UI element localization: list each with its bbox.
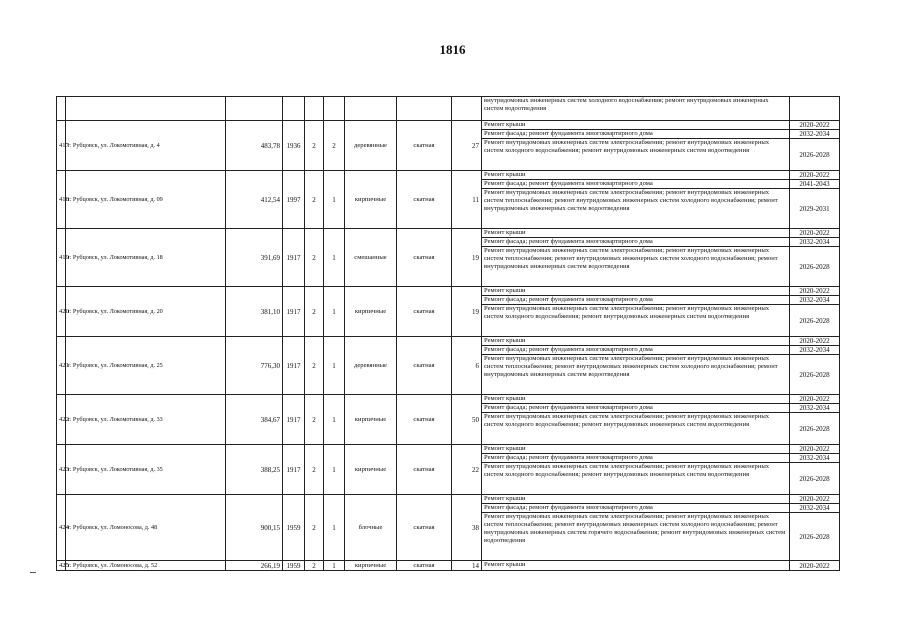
row-number: 424 [57,495,66,561]
work-description: Ремонт крыши [482,395,790,404]
row-floors: 2 [305,229,324,287]
row-entrances: 1 [324,287,345,337]
row-roof: скатная [397,337,452,395]
work-description: Ремонт фасада; ремонт фундамента многоквартирного дома [482,296,790,305]
row-address: г. Рубцовск, ул. Локомотивная, д. 18 [66,229,226,287]
work-description: Ремонт внутридомовых инженерных систем электроснабжения; ремонт внутридомовых инженерных систем холодного водоснабжения; ремонт внутридомовых инженерных систем водоотведения [482,305,790,337]
cell-blank [324,97,345,121]
row-area: 381,10 [226,287,283,337]
row-roof: скатная [397,287,452,337]
row-count: 38 [452,495,482,561]
work-period: 2029-2031 [790,189,840,229]
work-description: Ремонт крыши [482,561,790,571]
work-period: 2026-2028 [790,247,840,287]
row-walls: смешанные [345,229,397,287]
row-count: 11 [452,171,482,229]
row-entrances: 2 [324,121,345,171]
page-number: 1816 [439,42,466,57]
row-address: г. Рубцовск, ул. Ломоносова, д. 48 [66,495,226,561]
row-number: 422 [57,395,66,445]
table-row [57,445,840,454]
work-description: Ремонт фасада; ремонт фундамента многоквартирного дома [482,238,790,247]
cell-blank [305,97,324,121]
row-entrances: 1 [324,337,345,395]
work-description: Ремонт внутридомовых инженерных систем электроснабжения; ремонт внутридомовых инженерных систем теплоснабжения; ремонт внутридомовых инженерных систем холодного водоснабжения; ремонт внутридомовых инженерных систем водоотведения [482,247,790,287]
row-area: 776,30 [226,337,283,395]
cell-blank [345,97,397,121]
work-description: внутридомовых инженерных систем холодного водоснабжения; ремонт внутридомовых инженерных систем водоотведения [482,97,790,121]
row-floors: 2 [305,395,324,445]
cell-blank [66,97,226,121]
row-walls: блочные [345,495,397,561]
work-description: Ремонт крыши [482,229,790,238]
row-entrances: 1 [324,395,345,445]
work-period: 2020-2022 [790,121,840,130]
row-count: 22 [452,445,482,495]
row-walls: деревянные [345,337,397,395]
row-area: 384,67 [226,395,283,445]
work-period: 2026-2028 [790,463,840,495]
table-row [57,561,840,571]
row-roof: скатная [397,395,452,445]
row-entrances: 1 [324,445,345,495]
row-area: 483,78 [226,121,283,171]
table-row-continued [57,97,840,121]
row-floors: 2 [305,445,324,495]
work-period: 2026-2028 [790,513,840,561]
row-floors: 2 [305,287,324,337]
cell-blank [226,97,283,121]
work-description: Ремонт фасада; ремонт фундамента многоквартирного дома [482,504,790,513]
scan-mark [30,572,36,573]
work-period: 2026-2028 [790,355,840,395]
row-address: г. Рубцовск, ул. Ломоносова, д. 52 [66,561,226,571]
row-walls: деревянные [345,121,397,171]
row-number: 425 [57,561,66,571]
work-period: 2026-2028 [790,139,840,171]
row-number: 421 [57,337,66,395]
cell-blank [452,97,482,121]
work-description: Ремонт крыши [482,495,790,504]
row-walls: кирпичные [345,287,397,337]
work-period: 2020-2022 [790,171,840,180]
row-entrances: 1 [324,561,345,571]
table-row [57,495,840,504]
table-row [57,171,840,180]
row-area: 388,25 [226,445,283,495]
row-roof: скатная [397,171,452,229]
row-address: г. Рубцовск, ул. Локомотивная, д. 20 [66,287,226,337]
work-period: 2020-2022 [790,445,840,454]
row-roof: скатная [397,229,452,287]
work-period: 2032-2034 [790,346,840,355]
work-period: 2032-2034 [790,504,840,513]
table-row [57,287,840,296]
row-address: г. Рубцовск, ул. Локомотивная, д. 25 [66,337,226,395]
row-address: г. Рубцовск, ул. Локомотивная, д. 33 [66,395,226,445]
row-floors: 2 [305,561,324,571]
work-description: Ремонт внутридомовых инженерных систем электроснабжения; ремонт внутридомовых инженерных систем теплоснабжения; ремонт внутридомовых инженерных систем холодного водоснабжения; ремонт внутридомовых инженерных систем водоотведения [482,355,790,395]
row-number: 423 [57,445,66,495]
cell-blank [57,97,66,121]
work-period: 2041-2043 [790,180,840,189]
row-area: 266,19 [226,561,283,571]
row-roof: скатная [397,561,452,571]
work-description: Ремонт крыши [482,337,790,346]
row-number: 419 [57,229,66,287]
row-year: 1959 [283,495,305,561]
housing-repair-table [56,96,840,571]
cell-blank [283,97,305,121]
row-year: 1936 [283,121,305,171]
row-count: 19 [452,229,482,287]
row-number: 417 [57,121,66,171]
work-description: Ремонт крыши [482,445,790,454]
work-description: Ремонт крыши [482,121,790,130]
row-number: 418 [57,171,66,229]
row-floors: 2 [305,171,324,229]
row-year: 1917 [283,229,305,287]
work-period: 2020-2022 [790,495,840,504]
row-walls: кирпичные [345,445,397,495]
work-description: Ремонт внутридомовых инженерных систем электроснабжения; ремонт внутридомовых инженерных систем теплоснабжения; ремонт внутридомовых инженерных систем холодного водоснабжения; ремонт внутридомовых инженерных систем водоотведения [482,189,790,229]
row-count: 19 [452,287,482,337]
work-description: Ремонт внутридомовых инженерных систем электроснабжения; ремонт внутридомовых инженерных систем холодного водоснабжения; ремонт внутридомовых инженерных систем водоотведения [482,413,790,445]
row-entrances: 1 [324,229,345,287]
row-year: 1997 [283,171,305,229]
row-count: 50 [452,395,482,445]
work-description: Ремонт внутридомовых инженерных систем электроснабжения; ремонт внутридомовых инженерных систем холодного водоснабжения; ремонт внутридомовых инженерных систем водоотведения [482,463,790,495]
table-row [57,229,840,238]
row-area: 391,69 [226,229,283,287]
row-year: 1917 [283,287,305,337]
work-period: 2020-2022 [790,561,840,571]
row-count: 6 [452,337,482,395]
work-description: Ремонт фасада; ремонт фундамента многоквартирного дома [482,404,790,413]
row-year: 1959 [283,561,305,571]
row-year: 1917 [283,337,305,395]
work-description: Ремонт фасада; ремонт фундамента многоквартирного дома [482,180,790,189]
work-period: 2032-2034 [790,296,840,305]
work-period: 2032-2034 [790,238,840,247]
work-period: 2032-2034 [790,404,840,413]
row-area: 900,15 [226,495,283,561]
row-year: 1917 [283,445,305,495]
row-year: 1917 [283,395,305,445]
work-period: 2020-2022 [790,287,840,296]
work-description: Ремонт внутридомовых инженерных систем электроснабжения; ремонт внутридомовых инженерных систем холодного водоснабжения; ремонт внутридомовых инженерных систем водоотведения [482,139,790,171]
row-entrances: 1 [324,171,345,229]
table-row [57,395,840,404]
work-period: 2020-2022 [790,395,840,404]
work-description: Ремонт крыши [482,171,790,180]
work-description: Ремонт крыши [482,287,790,296]
cell-blank [397,97,452,121]
cell-blank [790,97,840,121]
row-count: 27 [452,121,482,171]
work-description: Ремонт внутридомовых инженерных систем электроснабжения; ремонт внутридомовых инженерных систем теплоснабжения; ремонт внутридомовых инженерных систем холодного водоснабжения; ремонт внутридомовых инженерных систем горячего водоснабжения; ремонт внутридомовых инженерных систем водоотведения [482,513,790,561]
row-roof: скатная [397,445,452,495]
table-row [57,337,840,346]
work-period: 2020-2022 [790,229,840,238]
row-floors: 2 [305,121,324,171]
row-floors: 2 [305,337,324,395]
row-roof: скатная [397,495,452,561]
row-floors: 2 [305,495,324,561]
row-area: 412,54 [226,171,283,229]
table-row [57,121,840,130]
row-walls: кирпичные [345,395,397,445]
row-address: г. Рубцовск, ул. Локомотивная, д. 35 [66,445,226,495]
row-walls: кирпичные [345,171,397,229]
work-description: Ремонт фасада; ремонт фундамента многоквартирного дома [482,346,790,355]
work-period: 2026-2028 [790,413,840,445]
work-period: 2032-2034 [790,454,840,463]
work-period: 2020-2022 [790,337,840,346]
row-address: г. Рубцовск, ул. Локомотивная, д. 4 [66,121,226,171]
row-walls: кирпичные [345,561,397,571]
row-count: 14 [452,561,482,571]
row-roof: скатная [397,121,452,171]
work-description: Ремонт фасада; ремонт фундамента многоквартирного дома [482,454,790,463]
row-entrances: 1 [324,495,345,561]
work-period: 2032-2034 [790,130,840,139]
row-address: г. Рубцовск, ул. Локомотивная, д. 09 [66,171,226,229]
row-number: 420 [57,287,66,337]
work-period: 2026-2028 [790,305,840,337]
work-description: Ремонт фасада; ремонт фундамента многоквартирного дома [482,130,790,139]
